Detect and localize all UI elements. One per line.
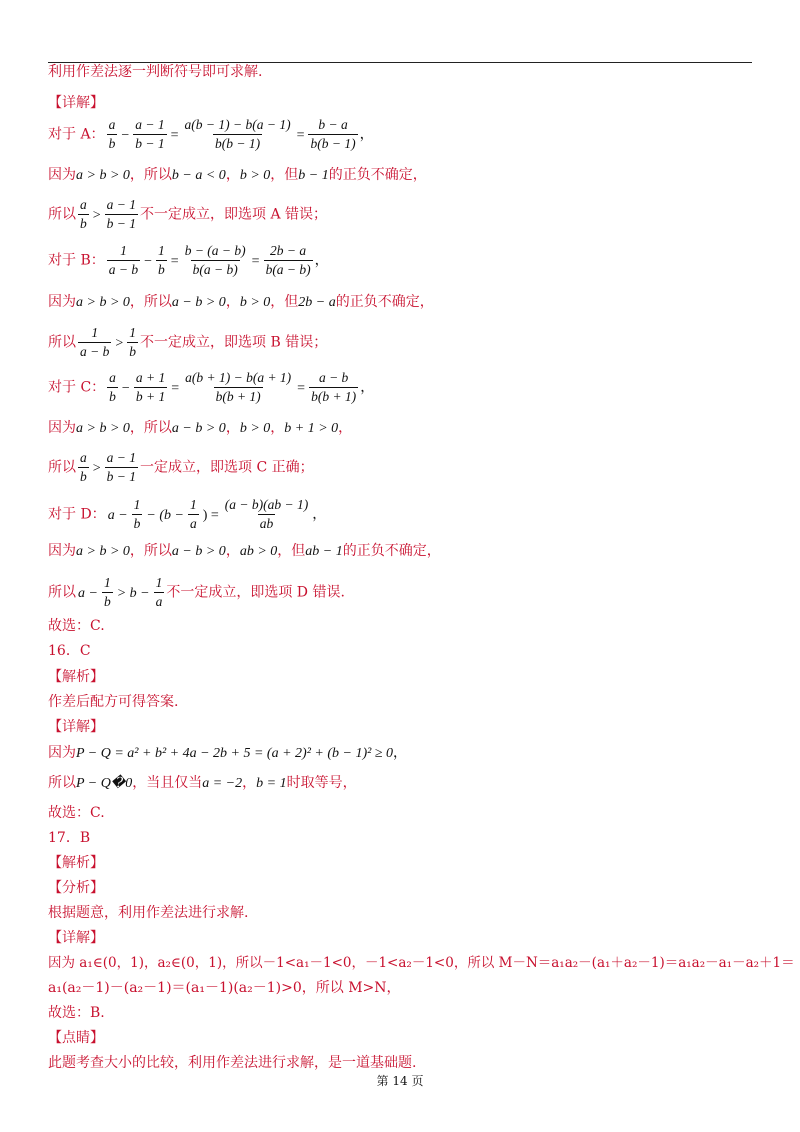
- tip-heading: 【点睛】: [48, 1030, 104, 1046]
- option-b-conclusion: 所以 $\frac{1}{a - b}$ > $\frac{1}{b}$ 不一定成立，即选项 B 错误；: [48, 325, 328, 359]
- option-b-line: 对于 B： $\frac{1}{a - b}$ − $\frac{1}{b}$ = $\frac{b - (a - b)}{b(a - b)}$ = $\frac{2b - a}{b(a - b)}$ ，: [48, 243, 329, 277]
- question-17-number: 17．B: [48, 830, 91, 846]
- page-footer: 第 14 页: [376, 1074, 424, 1088]
- option-a-reason: 因为a > b > 0，所以b − a < 0，b > 0，但b − 1的正负不确定，: [48, 167, 427, 183]
- fraction: $\frac{a - 1}{b - 1}$: [135, 117, 165, 151]
- option-c-label: 对于 C：: [48, 379, 106, 396]
- analysis-heading: 【解析】: [48, 855, 104, 871]
- q16-step-1: 因为P − Q = a² + b² + 4a − 2b + 5 = (a + 2)² + (b − 1)² ≥ 0，: [48, 745, 408, 761]
- option-a-conclusion: 所以 $\frac{a}{b}$ > $\frac{a - 1}{b - 1}$ 不一定成立，即选项 A 错误；: [48, 197, 328, 231]
- question-16-number: 16．C: [48, 643, 91, 659]
- answer-15: 故选：C.: [48, 618, 105, 634]
- fenxi-heading: 【分析】: [48, 880, 104, 896]
- option-b-label: 对于 B：: [48, 252, 105, 269]
- q17-step-1: 因为 a₁∈(0，1)，a₂∈(0，1)，所以－1<a₁－1<0，－1<a₂－1<0，所以 M－N＝a₁a₂－(a₁＋a₂－1)＝a₁a₂－a₁－a₂＋1＝: [48, 955, 795, 971]
- option-b-reason: 因为a > b > 0，所以a − b > 0，b > 0，但2b − a的正负不确定，: [48, 294, 434, 310]
- option-c-reason: 因为a > b > 0，所以a − b > 0，b > 0，b + 1 > 0，: [48, 420, 353, 436]
- detail-heading: 【详解】: [48, 95, 104, 111]
- method-note: 利用作差法逐一判断符号即可求解.: [48, 64, 263, 80]
- option-d-label: 对于 D：: [48, 506, 106, 523]
- option-a-label: 对于 A：: [48, 126, 105, 143]
- q17-step-2: a₁(a₂－1)－(a₂－1)＝(a₁－1)(a₂－1)>0，所以 M>N，: [48, 980, 401, 996]
- q17-tip-text: 此题考查大小的比较，利用作差法进行求解，是一道基础题.: [48, 1055, 417, 1071]
- analysis-heading: 【解析】: [48, 669, 104, 685]
- option-d-conclusion: 所以 a − $\frac{1}{b}$ > b − $\frac{1}{a}$ 不一定成立，即选项 D 错误.: [48, 575, 345, 609]
- option-c-conclusion: 所以 $\frac{a}{b}$ > $\frac{a - 1}{b - 1}$ 一定成立，即选项 C 正确；: [48, 450, 314, 484]
- option-d-reason: 因为a > b > 0，所以a − b > 0，ab > 0，但ab − 1的正负不确定，: [48, 543, 441, 559]
- fraction: $\frac{a(b - 1) - b(a - 1)}{b(b - 1)}$: [184, 117, 291, 151]
- q16-analysis-text: 作差后配方可得答案.: [48, 694, 179, 710]
- q16-step-2: 所以P − Q�0，当且仅当a = −2，b = 1时取等号，: [48, 775, 357, 791]
- detail-heading: 【详解】: [48, 719, 104, 735]
- option-c-line: 对于 C： $\frac{a}{b}$ − $\frac{a + 1}{b + 1}$ = $\frac{a(b + 1) - b(a + 1)}{b(b + 1)}$ = $\frac{a - b}{b(b + 1)}$ ，: [48, 370, 375, 404]
- q17-analysis-text: 根据题意，利用作差法进行求解.: [48, 905, 249, 921]
- answer-17: 故选：B.: [48, 1005, 105, 1021]
- detail-heading: 【详解】: [48, 930, 104, 946]
- fraction: $\frac{a}{b}$: [108, 117, 116, 151]
- option-d-line: 对于 D： a − $\frac{1}{b}$ − (b − $\frac{1}{a}$ ) = $\frac{(a - b)(ab - 1)}{ab}$ ，: [48, 497, 327, 531]
- option-a-line: 对于 A： $\frac{a}{b}$ − $\frac{a - 1}{b - 1}$ = $\frac{a(b - 1) - b(a - 1)}{b(b - 1)}$ = $\frac{b - a}{b(b - 1)}$ ，: [48, 117, 374, 151]
- answer-16: 故选：C.: [48, 805, 105, 821]
- fraction: $\frac{b - a}{b(b - 1)}$: [310, 117, 356, 151]
